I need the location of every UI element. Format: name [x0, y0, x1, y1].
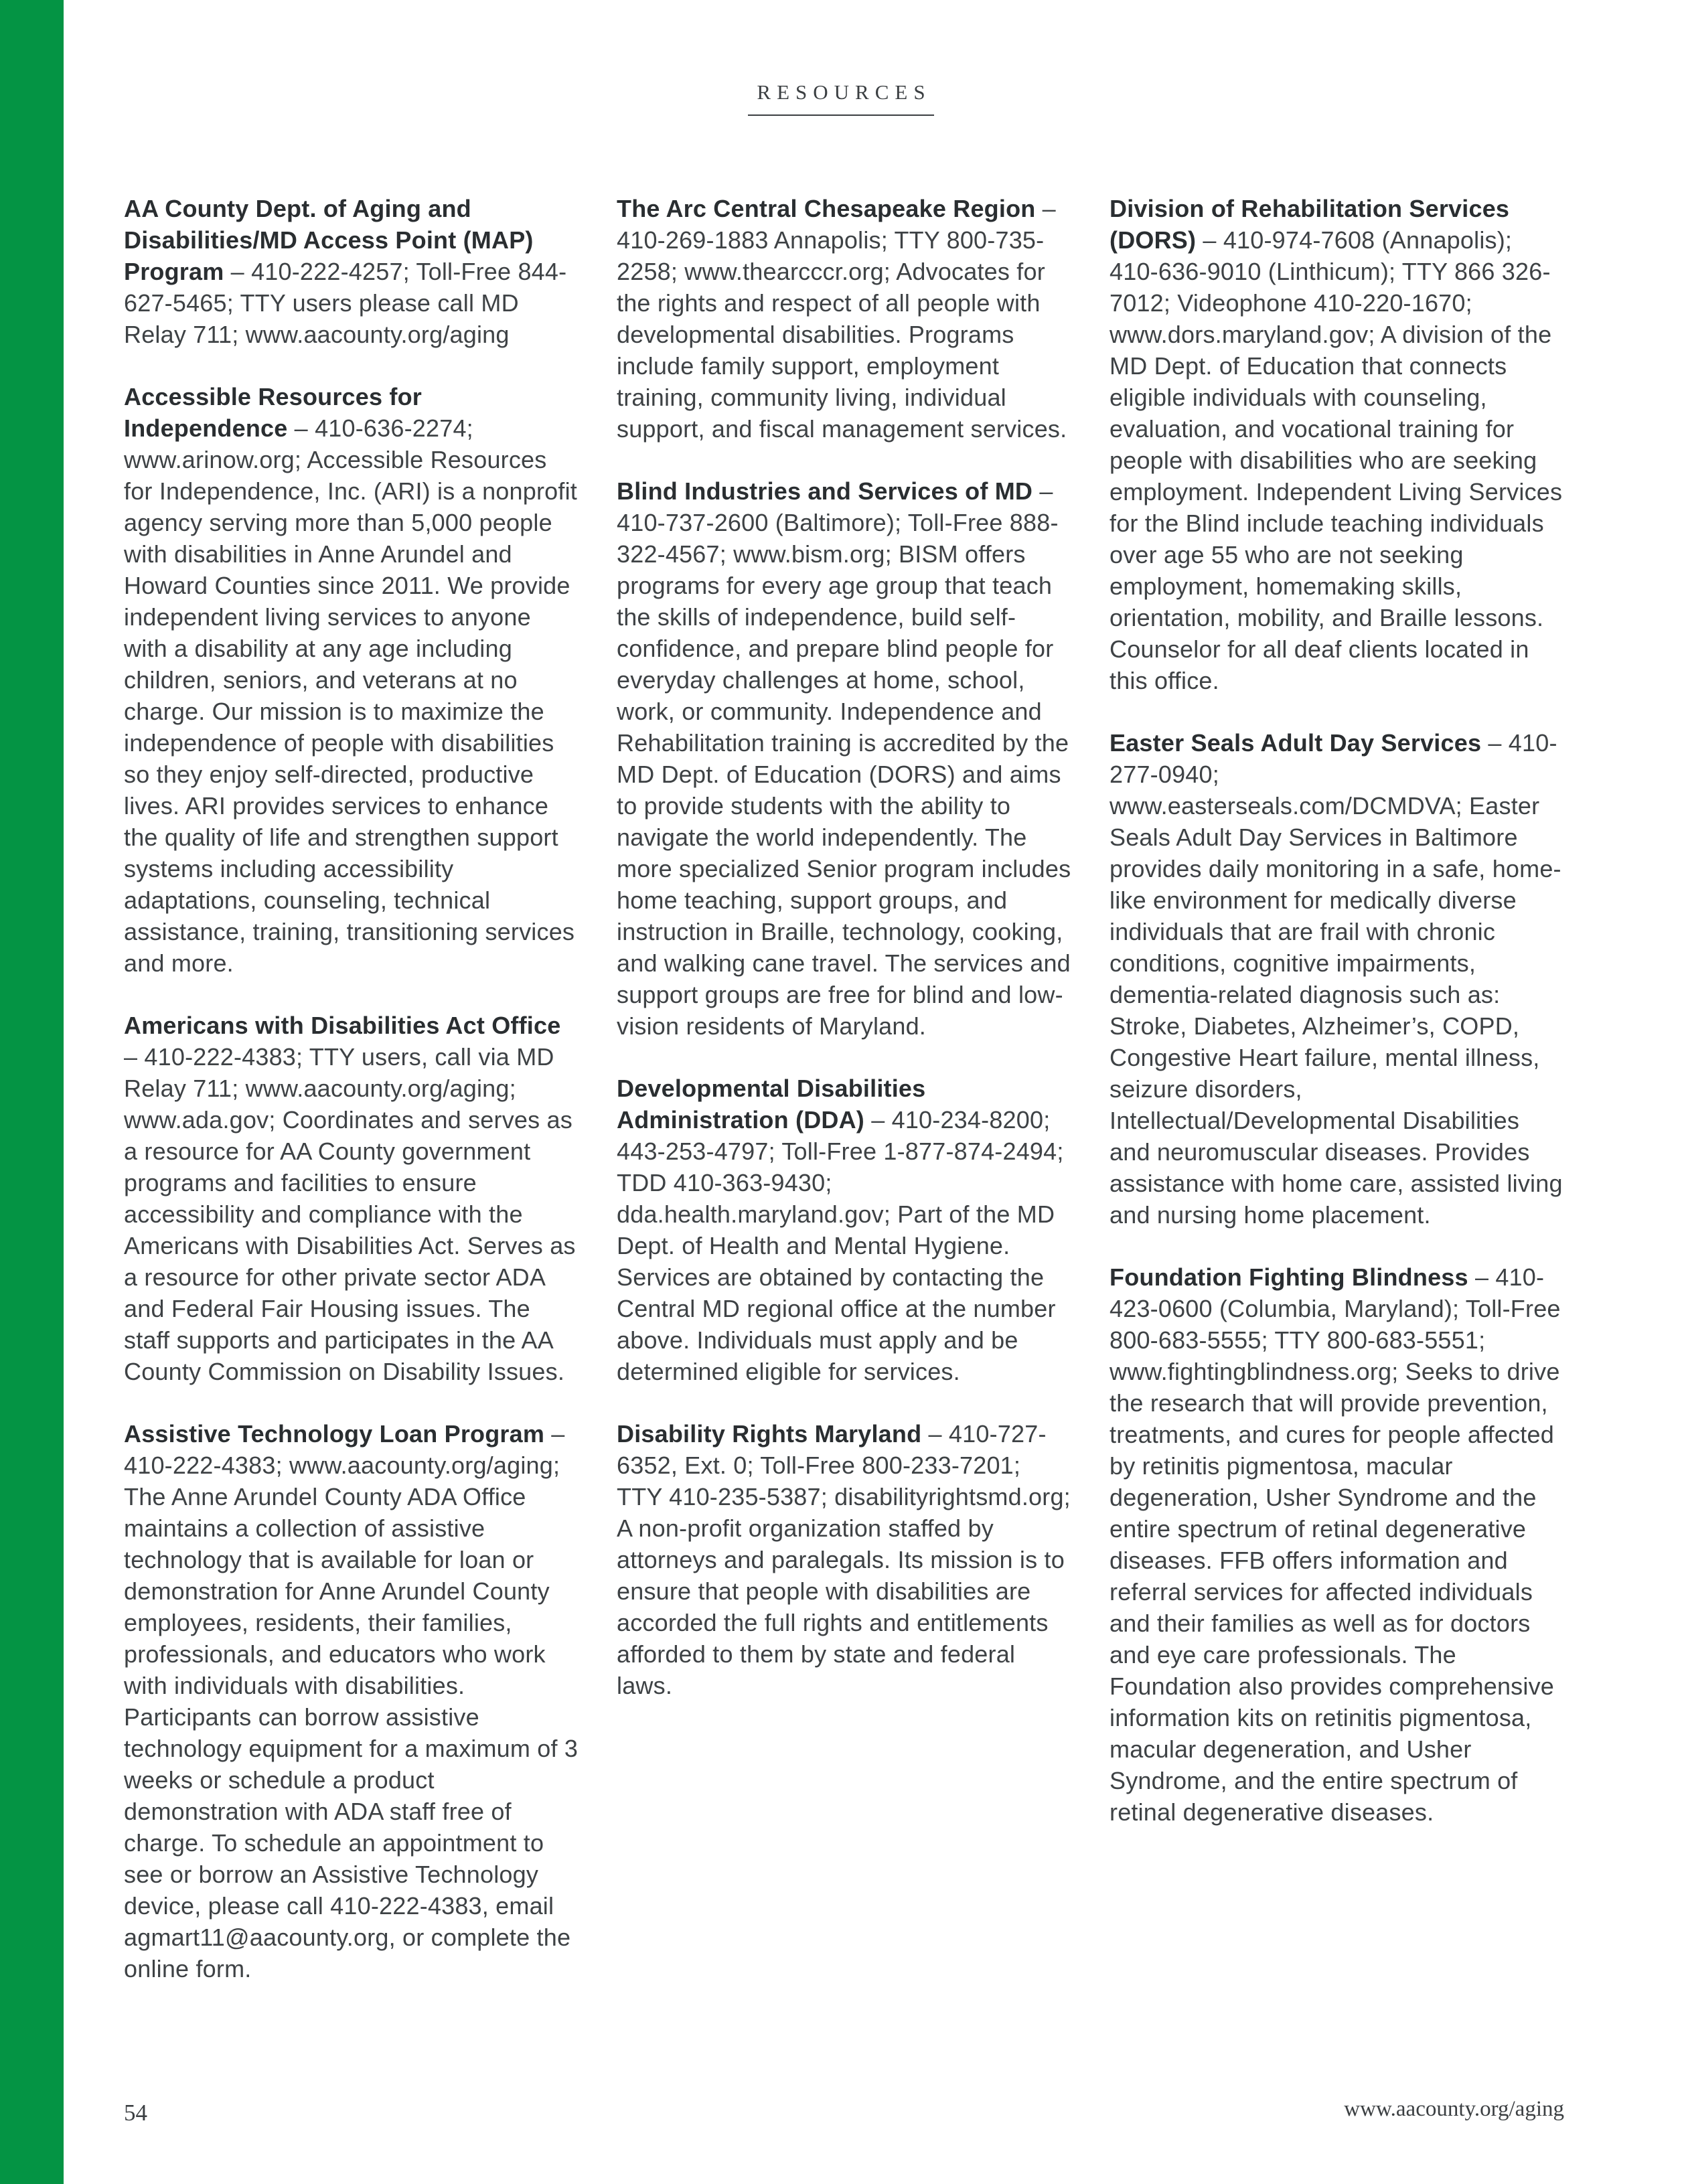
running-head [0, 80, 1682, 116]
entry-name: Disability Rights Maryland [617, 1420, 922, 1448]
resource-entry [124, 193, 579, 350]
entry-name: Division of Rehabilitation Services (DORS) [1110, 195, 1510, 254]
entry-name: Easter Seals Adult Day Services [1110, 729, 1482, 757]
entry-name: Accessible Resources for Independence [124, 383, 423, 442]
entry-name: Developmental Disabilities Administration (DDA) [617, 1075, 926, 1134]
entry-name: The Arc Central Chesapeake Region [617, 195, 1036, 222]
resource-entry [124, 381, 579, 979]
entry-body: – 410-636-2274; www.arinow.org; Accessible Resources for Independence, Inc. (ARI) is a nonprofit agency serving more than 5,000 people with disabilities in Anne Arundel and Howard Counties since 2011. We provide independent living services to anyone with a disability at any age including children, seniors, and veterans at no charge. Our mission is to maximize the independence of people with disabilities so they enjoy self-directed, productive lives. ARI provides services to enhance the quality of life and strengthen support systems including accessibility adaptations, counseling, technical assistance, training, transitioning services and more. [124, 414, 577, 977]
entry-name: Foundation Fighting Blindness [1110, 1263, 1468, 1291]
entry-body: – 410-222-4383; TTY users, call via MD Relay 711; www.aacounty.org/aging; www.ada.gov; Coordinates and serves as a resource for AA County government programs and facilities to ensure accessibility and compliance with the Americans with Disabilities Act. Serves as a resource for other private sector ADA and Federal Fair Housing issues. The staff supports and participates in the AA County Commission on Disability Issues. [124, 1043, 576, 1385]
resource-entry [617, 1073, 1071, 1387]
resource-entry [124, 1010, 579, 1387]
resource-columns [124, 193, 1564, 2015]
column-1 [124, 193, 579, 2015]
entry-body: – 410-277-0940; www.easterseals.com/DCMDVA; Easter Seals Adult Day Services in Baltimore provides daily monitoring in a safe, home-like environment for medically diverse individuals that are frail with chronic conditions, cognitive impairments, dementia-related diagnosis such as: Stroke, Diabetes, Alzheimer’s, COPD, Congestive Heart failure, mental illness, seizure disorders, Intellectual/Developmental Disabilities and neuromuscular diseases. Provides assistance with home care, assisted living and nursing home placement. [1110, 729, 1563, 1229]
page-number: 54 [124, 2100, 147, 2126]
entry-body: – 410-974-7608 (Annapolis); 410-636-9010 (Linthicum); TTY 866 326-7012; Videophone 410-220-1670; www.dors.maryland.gov; A division of the MD Dept. of Education that connects eligible individuals with counseling, evaluation, and vocational training for people with disabilities who are seeking employment. Independent Living Services for the Blind include teaching individuals over age 55 who are not seeking employment, homemaking skills, orientation, mobility, and Braille lessons. Counselor for all deaf clients located in this office. [1110, 226, 1563, 694]
resource-entry [1110, 1261, 1564, 1828]
column-2 [617, 193, 1071, 2015]
resource-entry [1110, 727, 1564, 1231]
resource-entry [617, 193, 1071, 445]
page-title: RESOURCES [748, 80, 933, 116]
left-accent-bar [0, 0, 64, 2184]
resource-entry [617, 1418, 1071, 1701]
resource-entry [1110, 193, 1564, 696]
entry-body: – 410-222-4383; www.aacounty.org/aging; The Anne Arundel County ADA Office maintains a collection of assistive technology that is available for loan or demonstration for Anne Arundel County employees, residents, their families, professionals, and educators who work with individuals with disabilities. Participants can borrow assistive technology equipment for a maximum of 3 weeks or schedule a product demonstration with ADA staff free of charge. To schedule an appointment to see or borrow an Assistive Technology device, please call 410-222-4383, email agmart11@aacounty.org, or complete the online form. [124, 1420, 579, 1982]
entry-name: AA County Dept. of Aging and Disabilities/MD Access Point (MAP) Program [124, 195, 534, 285]
entry-body: – 410-737-2600 (Baltimore); Toll-Free 888-322-4567; www.bism.org; BISM offers programs for every age group that teach the skills of independence, build self-confidence, and prepare blind people for everyday challenges at home, school, work, or community. Independence and Rehabilitation training is accredited by the MD Dept. of Education (DORS) and aims to provide students with the ability to navigate the world independently. The more specialized Senior program includes home teaching, support groups, and instruction in Braille, technology, cooking, and walking cane travel. The services and support groups are free for blind and low-vision residents of Maryland. [617, 477, 1071, 1040]
footer-url: www.aacounty.org/aging [1344, 2097, 1564, 2121]
resource-entry [617, 475, 1071, 1042]
resource-entry [124, 1418, 579, 1984]
entry-body: – 410-727-6352, Ext. 0; Toll-Free 800-233-7201; TTY 410-235-5387; disabilityrightsmd.org; A non-profit organization staffed by attorneys and paralegals. Its mission is to ensure that people with disabilities are accorded the full rights and entitlements afforded to them by state and federal laws. [617, 1420, 1071, 1699]
entry-name: Assistive Technology Loan Program [124, 1420, 545, 1448]
entry-name: Americans with Disabilities Act Office [124, 1012, 561, 1039]
entry-body: – 410-222-4257; Toll-Free 844-627-5465; TTY users please call MD Relay 711; www.aacounty.org/aging [124, 258, 567, 348]
entry-name: Blind Industries and Services of MD [617, 477, 1033, 505]
column-3 [1110, 193, 1564, 2015]
entry-body: – 410-234-8200; 443-253-4797; Toll-Free 1-877-874-2494; TDD 410-363-9430; dda.health.maryland.gov; Part of the MD Dept. of Health and Mental Hygiene. Services are obtained by contacting the Central MD regional office at the number above. Individuals must apply and be determined eligible for services. [617, 1106, 1064, 1385]
entry-body: – 410-423-0600 (Columbia, Maryland); Toll-Free 800-683-5555; TTY 800-683-5551; www.fightingblindness.org; Seeks to drive the research that will provide prevention, treatments, and cures for people affected by retinitis pigmentosa, macular degeneration, Usher Syndrome and the entire spectrum of retinal degenerative diseases. FFB offers information and referral services for affected individuals and their families as well as for doctors and eye care professionals. The Foundation also provides comprehensive information kits on retinitis pigmentosa, macular degeneration, and Usher Syndrome, and the entire spectrum of retinal degenerative diseases. [1110, 1263, 1561, 1826]
entry-body: – 410-269-1883 Annapolis; TTY 800-735-2258; www.thearcccr.org; Advocates for the rights and respect of all people with developmental disabilities. Programs include family support, employment training, community living, individual support, and fiscal management services. [617, 195, 1067, 443]
